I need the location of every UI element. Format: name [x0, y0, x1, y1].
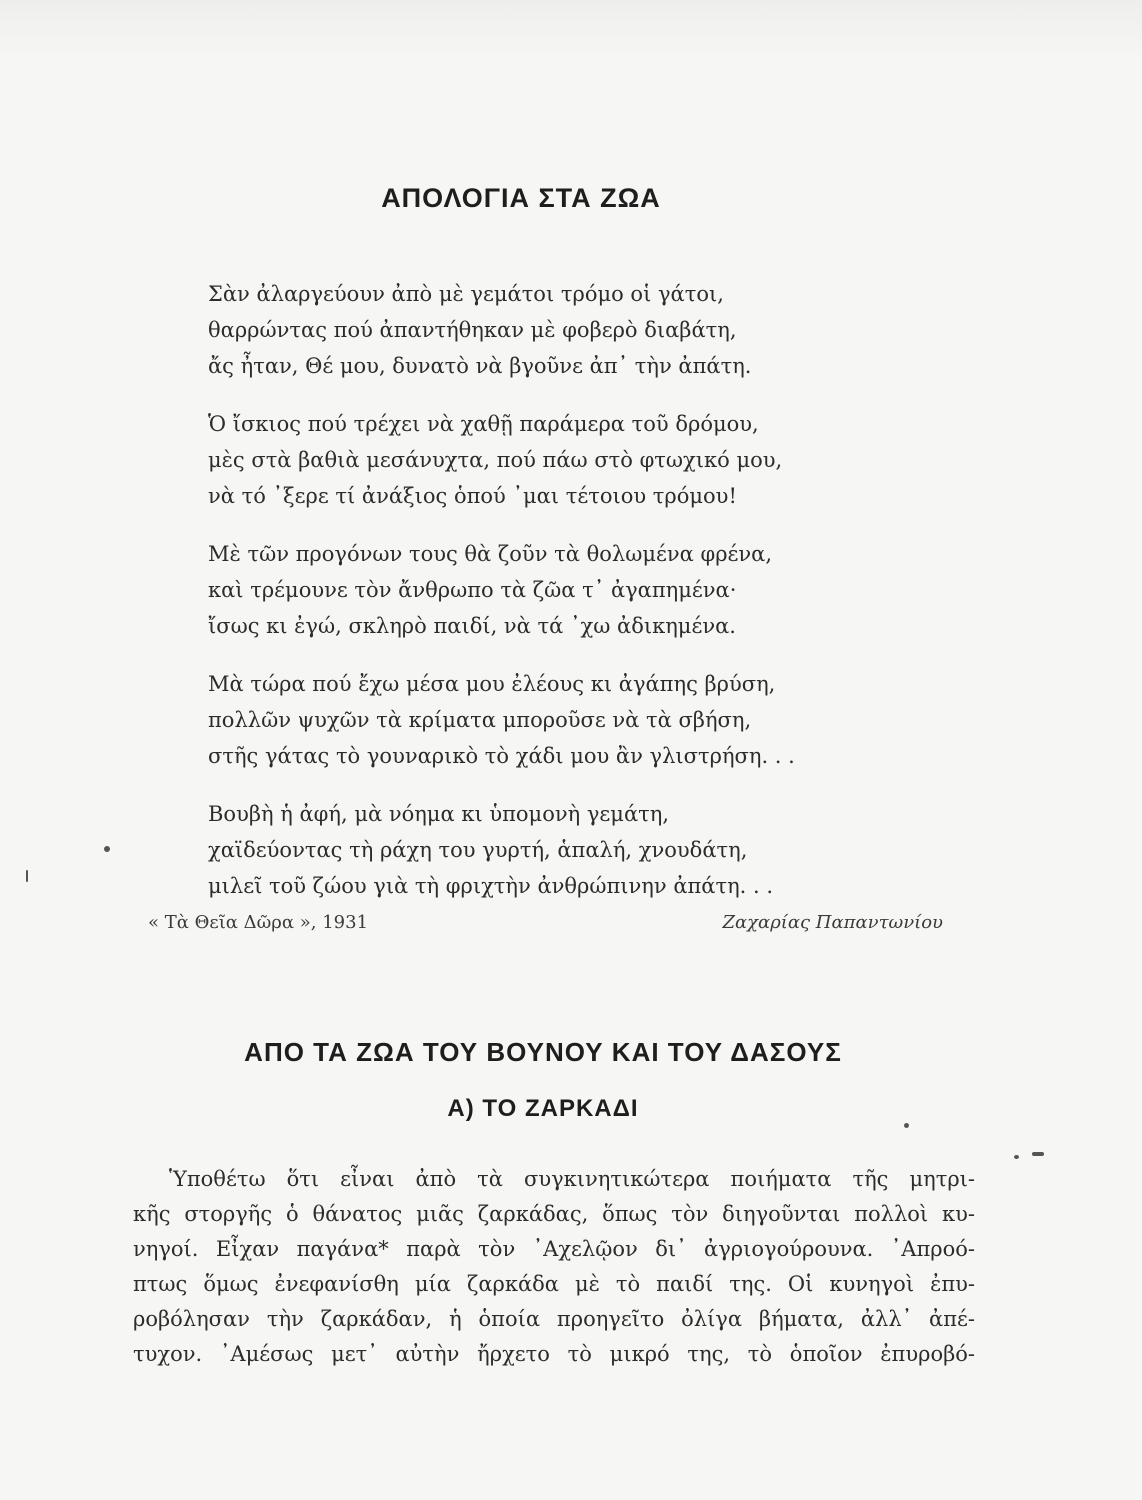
section-title: ΑΠΟ ΤΑ ΖΩΑ ΤΟΥ ΒΟΥΝΟΥ ΚΑΙ ΤΟΥ ΔΑΣΟΥΣ [244, 1037, 842, 1067]
poem-line: πολλῶν ψυχῶν τὰ κρίματα μποροῦσε νὰ τὰ σβήση, [208, 708, 752, 732]
subsection-title: Α) ΤΟ ΖΑΡΚΑΔΙ [447, 1095, 639, 1122]
prose-line: κῆς στοργῆς ὁ θάνατος μιᾶς ζαρκάδας, ὅπως τὸν διηγοῦνται πολλοὶ κυ- [133, 1202, 975, 1226]
poem-line: Σὰν ἀλαργεύουν ἀπὸ μὲ γεμάτοι τρόμο οἱ γάτοι, [208, 282, 724, 306]
poem-line: χαϊδεύοντας τὴ ράχη του γυρτή, ἁπαλή, χνουδάτη, [208, 838, 748, 862]
prose-line: ροβόλησαν τὴν ζαρκάδαν, ἡ ὁποία προηγεῖτο ὀλίγα βήματα, ἀλλ᾽ ἀπέ- [133, 1307, 975, 1331]
poem-line: Ὁ ἴσκιος πού τρέχει νὰ χαθῇ παράμερα τοῦ δρόμου, [208, 412, 759, 436]
poem-line: Μὰ τώρα πού ἔχω μέσα μου ἐλέους κι ἀγάπης βρύση, [208, 672, 776, 696]
poem-line: Βουβὴ ἡ ἀφή, μὰ νόημα κι ὑπομονὴ γεμάτη, [208, 802, 670, 826]
prose-line: νηγοί. Εἶχαν παγάνα* παρὰ τὸν ᾽Αχελῷον δι᾽ ἀγριογούρουνα. ᾽Απροό- [133, 1237, 975, 1261]
scan-speck [1014, 1155, 1019, 1159]
prose-paragraph [133, 1162, 975, 1372]
stanza [208, 666, 908, 774]
stanza [208, 796, 908, 904]
poem-author: Ζαχαρίας Παπαντωνίου [722, 912, 943, 933]
stanza [208, 406, 908, 514]
stanza [208, 536, 908, 644]
prose-line: τυχον. ᾽Αμέσως μετ᾽ αὐτὴν ἤρχετο τὸ μικρό της, τὸ ὁποῖον ἐπυροβό- [133, 1342, 975, 1366]
poem-line: Μὲ τῶν προγόνων τους θὰ ζοῦν τὰ θολωμένα φρένα, [208, 542, 773, 566]
poem-source: « Τὰ Θεῖα Δῶρα », 1931 [148, 912, 369, 933]
prose-line: Ὑποθέτω ὅτι εἶναι ἀπὸ τὰ συγκινητικώτερα ποιήματα τῆς μητρι- [169, 1167, 975, 1191]
poem-title: ΑΠΟΛΟΓΙΑ ΣΤΑ ΖΩΑ [381, 183, 661, 213]
stanza [208, 276, 908, 384]
scan-speck [104, 846, 110, 852]
scan-speck [26, 870, 28, 882]
poem-line: μὲς στὰ βαθιὰ μεσάνυχτα, πού πάω στὸ φτωχικό μου, [208, 448, 783, 472]
poem-line: ἴσως κι ἐγώ, σκληρὸ παιδί, νὰ τά ᾽χω ἀδικημένα. [208, 614, 736, 638]
poem-line: μιλεῖ τοῦ ζώου γιὰ τὴ φριχτὴν ἀνθρώπινην ἀπάτη. . . [208, 874, 774, 898]
poem-line: στῆς γάτας τὸ γουναρικὸ τὸ χάδι μου ἂν γλιστρήση. . . [208, 744, 795, 768]
scan-speck [1032, 1152, 1044, 1156]
poem-line: θαρρώντας πού ἀπαντήθηκαν μὲ φοβερὸ διαβάτη, [208, 318, 737, 342]
poem-body [208, 276, 908, 926]
scan-speck [904, 1123, 909, 1128]
poem-line: ἄς ἦταν, Θέ μου, δυνατὸ νὰ βγοῦνε ἀπ᾽ τὴν ἀπάτη. [208, 354, 752, 378]
poem-line: καὶ τρέμουνε τὸν ἄνθρωπο τὰ ζῶα τ᾽ ἀγαπημένα· [208, 578, 737, 602]
poem-line: νὰ τό ᾽ξερε τί ἀνάξιος ὁπού ᾽μαι τέτοιου τρόμου! [208, 484, 737, 508]
prose-line: πτως ὅμως ἐνεφανίσθη μία ζαρκάδα μὲ τὸ παιδί της. Οἱ κυνηγοὶ ἐπυ- [133, 1272, 975, 1296]
